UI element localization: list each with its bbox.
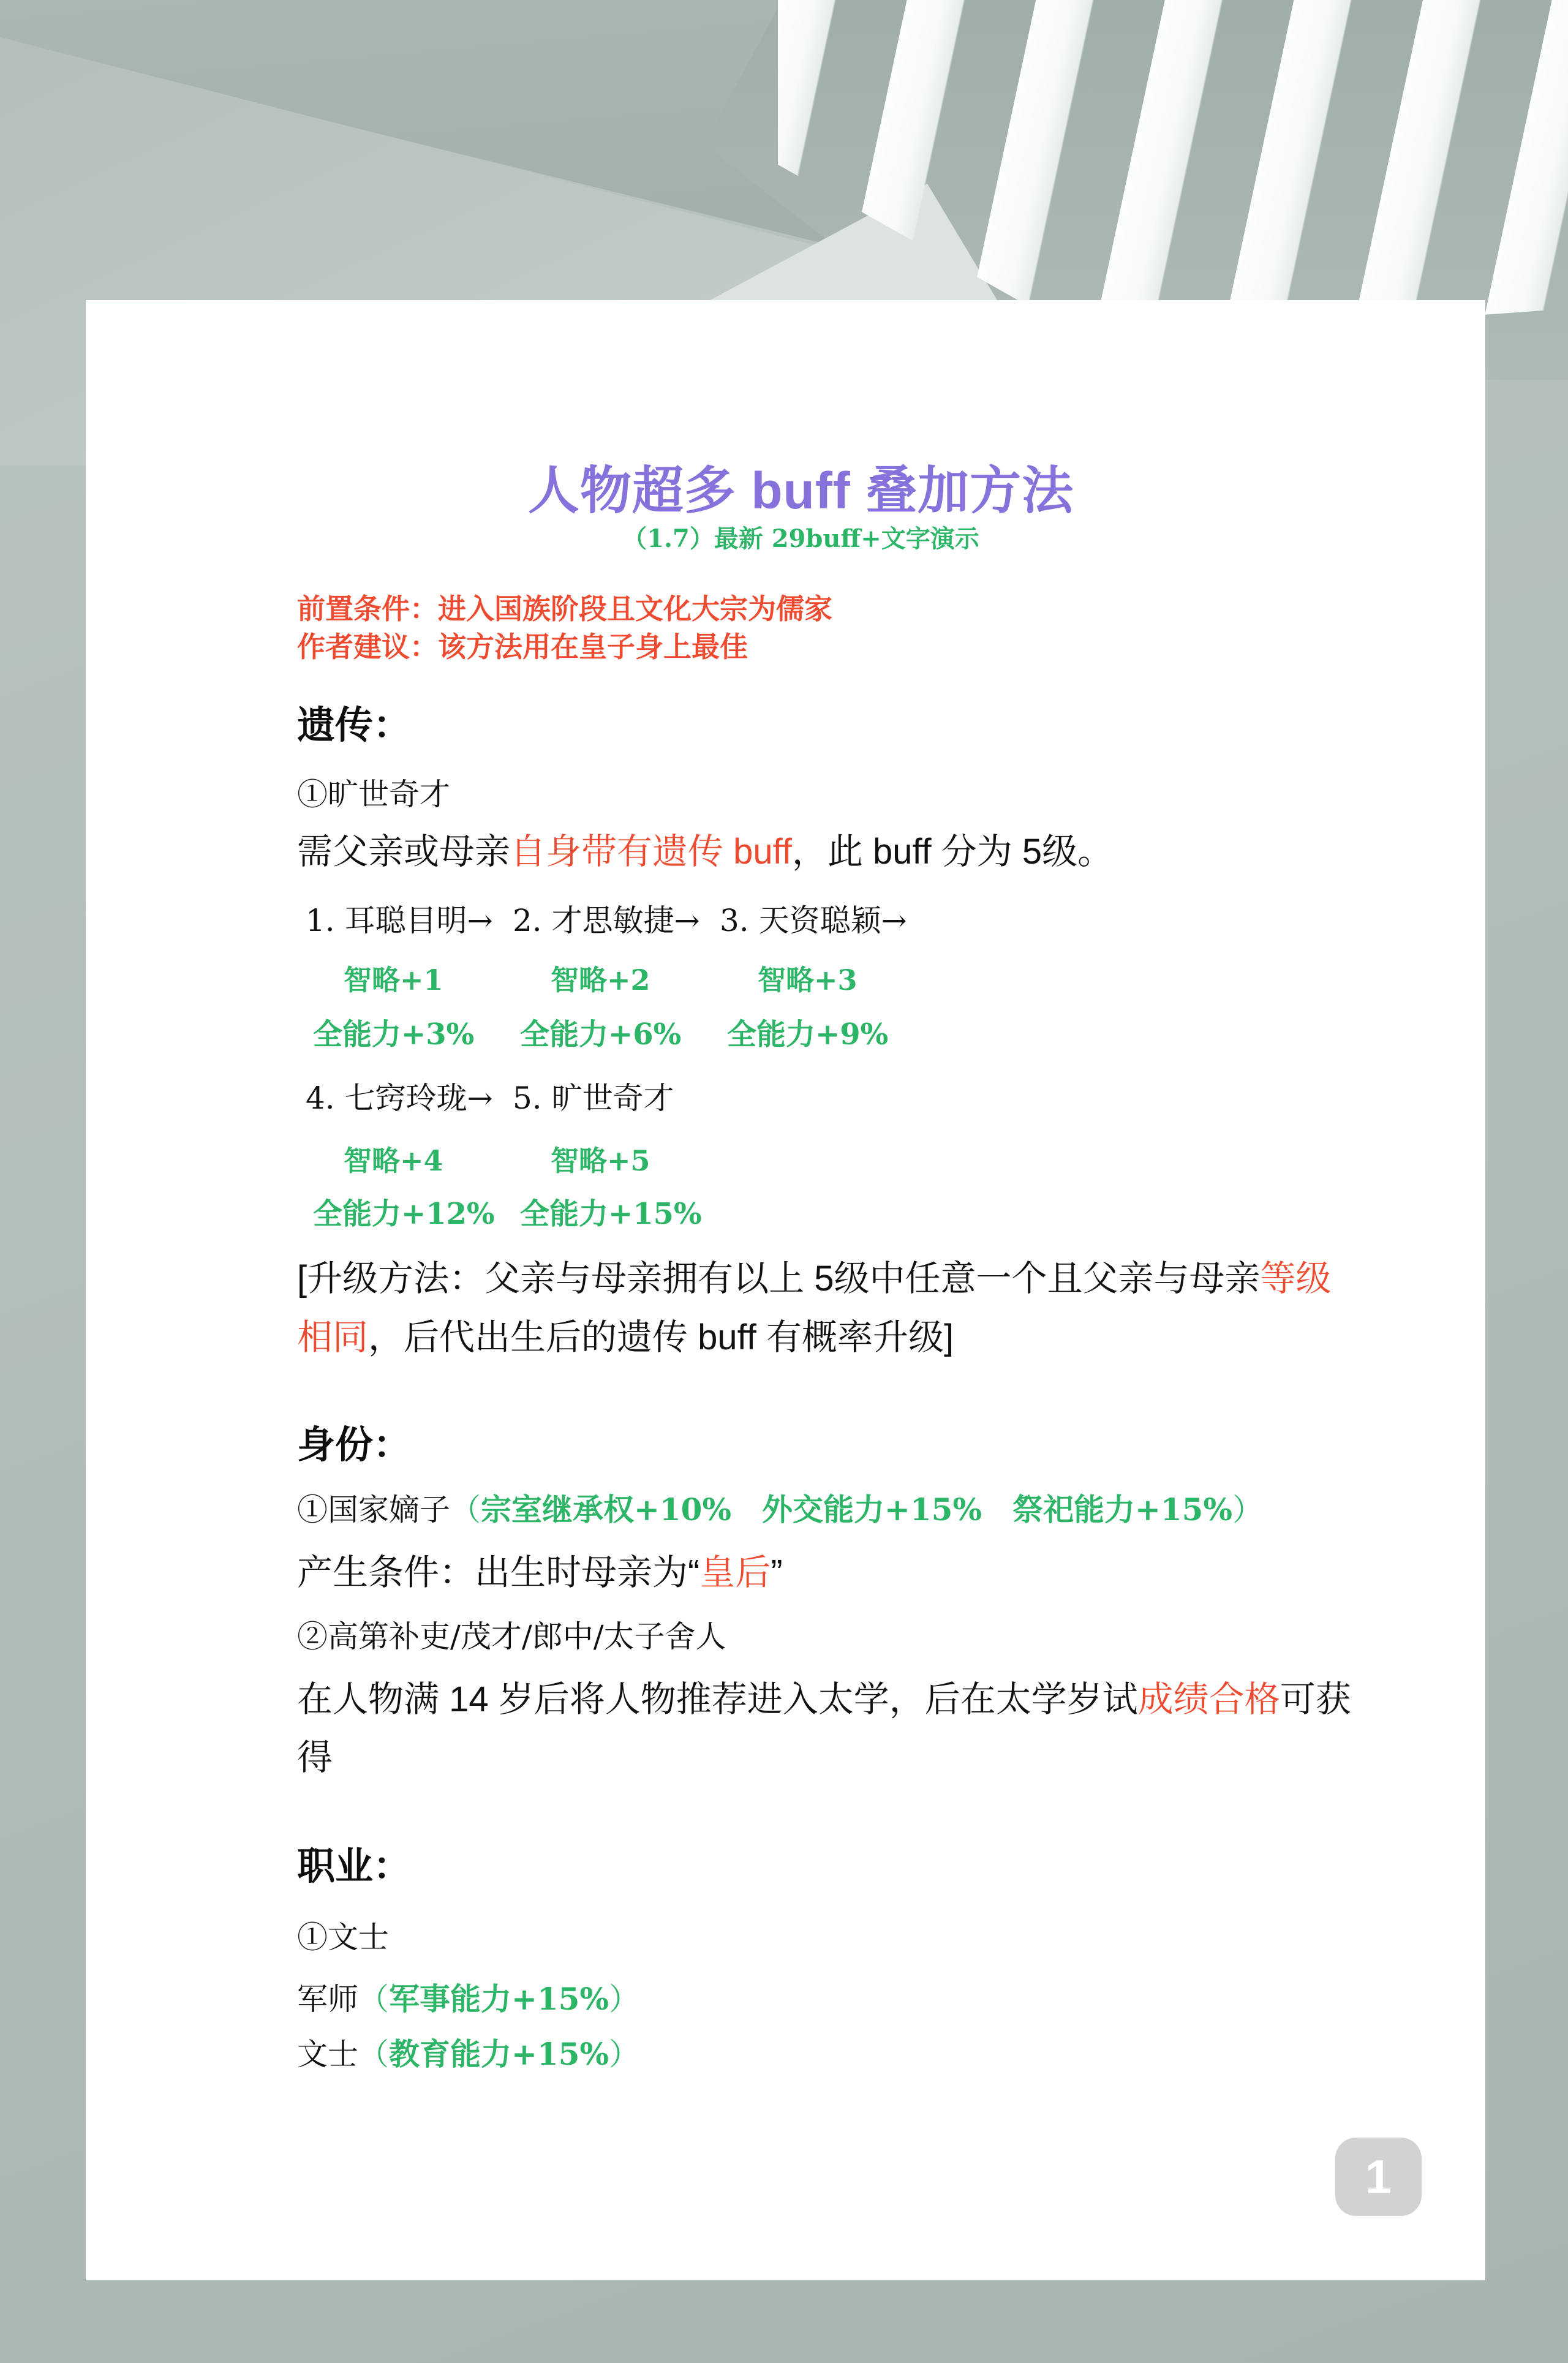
paren-close: ） [608, 2037, 639, 2071]
allstats-cell: 全能力+12% [313, 1197, 495, 1231]
document-page [86, 300, 1485, 2280]
tier-row-1 [306, 902, 1305, 939]
identity-item-1-stats: 宗室继承权+10% 外交能力+15% 祭祀能力+15% [481, 1491, 1232, 1528]
condition-highlight: 皇后 [699, 1553, 771, 1592]
page-content [86, 300, 1485, 2073]
job-stat: 军事能力+15% [389, 1981, 609, 2017]
job-row-strategist [297, 1980, 1305, 2018]
allstats-row-1 [306, 1017, 1305, 1052]
paren-open: （ [450, 1493, 481, 1527]
job-name: 军师 [297, 1981, 358, 2017]
author-notes [297, 590, 1305, 666]
condition-post: ” [771, 1553, 783, 1592]
paren-close: ） [1232, 1493, 1263, 1527]
allstats-cell: 全能力+15% [520, 1197, 702, 1231]
upgrade-method-paragraph [297, 1249, 1332, 1367]
tier-row-2 [306, 1080, 1305, 1117]
allstats-cell: 全能力+9% [727, 1017, 889, 1052]
requirement-highlight: 自身带有遗传 buff [510, 832, 792, 872]
tier-cell: 3. 天资聪颖→ [720, 903, 907, 938]
identity-item-1 [297, 1491, 1305, 1529]
section-heading-career: 职业： [297, 1845, 412, 1888]
identity-how-line-1 [297, 1679, 1351, 1720]
paren-open: （ [358, 2037, 389, 2071]
genetics-item-1: ①旷世奇才 [297, 777, 450, 812]
upgrade-line-2-highlight: 相同 [297, 1317, 369, 1357]
condition-pre: 产生条件：出生时母亲为“ [297, 1553, 700, 1592]
wits-row-2 [306, 1144, 1305, 1177]
identity-item-1-name: ①国家嫡子 [297, 1492, 450, 1528]
how-post: 可获 [1280, 1679, 1351, 1719]
upgrade-line-1 [297, 1249, 1332, 1308]
allstats-cell: 全能力+3% [313, 1017, 475, 1052]
page-subtitle: （1.7）最新 29buff+文字演示 [622, 524, 979, 553]
upgrade-line-1-text: [升级方法：父亲与母亲拥有以上 5级中任意一个且父亲与母亲 [297, 1259, 1261, 1298]
paren-close: ） [608, 1982, 639, 2016]
tier-cell: 2. 才思敏捷→ [513, 903, 700, 938]
page-title: 人物超多 buff 叠加方法 [527, 462, 1074, 519]
wits-cell: 智略+4 [344, 1144, 443, 1177]
identity-how-line-2: 得 [297, 1738, 333, 1777]
upgrade-line-2-text: ，后代出生后的遗传 buff 有概率升级] [368, 1317, 954, 1357]
tier-cell: 4. 七窍玲珑→ [306, 1080, 493, 1116]
identity-item-2: ②高第补吏/茂才/郎中/太子舍人 [297, 1619, 726, 1654]
paren-open: （ [358, 1982, 389, 2016]
identity-condition [297, 1552, 1305, 1594]
wits-cell: 智略+1 [344, 963, 443, 997]
wits-cell: 智略+5 [551, 1144, 650, 1177]
career-item-1: ①文士 [297, 1920, 389, 1955]
wits-cell: 智略+3 [758, 963, 858, 997]
tier-cell: 1. 耳聪目明→ [306, 903, 493, 938]
requirement-post: ，此 buff 分为 5级。 [791, 832, 1114, 872]
note-advice: 作者建议：该方法用在皇子身上最佳 [297, 631, 748, 663]
requirement-pre: 需父亲或母亲 [297, 832, 511, 872]
job-name: 文士 [297, 2037, 358, 2072]
wits-row-1 [306, 963, 1305, 997]
wits-cell: 智略+2 [551, 963, 650, 997]
note-precondition: 前置条件：进入国族阶段且文化大宗为儒家 [297, 593, 832, 625]
allstats-row-2 [306, 1197, 1305, 1231]
section-heading-genetics: 遗传： [297, 704, 412, 747]
page-number-badge [1335, 2138, 1422, 2216]
how-pre: 在人物满 14 岁后将人物推荐进入太学，后在太学岁试 [297, 1679, 1138, 1719]
job-row-scholar [297, 2035, 1305, 2073]
upgrade-line-2 [297, 1308, 1305, 1367]
how-highlight: 成绩合格 [1137, 1679, 1280, 1719]
allstats-cell: 全能力+6% [520, 1017, 682, 1052]
section-heading-identity: 身份： [297, 1424, 412, 1466]
job-stat: 教育能力+15% [389, 2036, 609, 2072]
page-number-text: 1 [1365, 2149, 1392, 2204]
genetics-requirement [297, 831, 1305, 873]
tier-cell: 5. 旷世奇才 [513, 1080, 674, 1116]
upgrade-line-1-highlight: 等级 [1260, 1259, 1332, 1298]
